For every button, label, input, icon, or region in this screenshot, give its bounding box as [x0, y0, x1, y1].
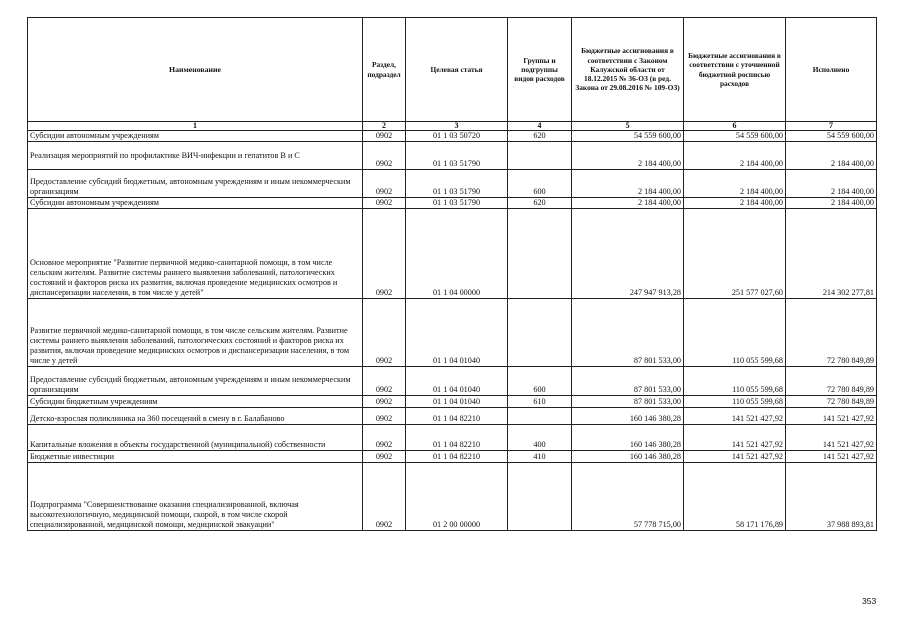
- row-section: 0902: [363, 408, 406, 425]
- row-name: Субсидии автономным учреждениям: [28, 131, 363, 142]
- header-executed: Исполнено: [786, 18, 877, 122]
- col-number: 7: [786, 122, 877, 131]
- row-name: Реализация мероприятий по профилактике ВИЧ-инфекции и гепатитов В и С: [28, 142, 363, 170]
- col-number: 5: [572, 122, 684, 131]
- row-approved: 2 184 400,00: [572, 170, 684, 198]
- table-row: [28, 299, 877, 367]
- row-target: 01 2 00 00000: [406, 463, 508, 531]
- row-executed: 72 780 849,89: [786, 299, 877, 367]
- row-refined: 2 184 400,00: [684, 198, 786, 209]
- row-group: 410: [508, 451, 572, 463]
- row-target: 01 1 04 82210: [406, 408, 508, 425]
- row-approved: 57 778 715,00: [572, 463, 684, 531]
- col-number: 3: [406, 122, 508, 131]
- row-executed: 141 521 427,92: [786, 425, 877, 451]
- row-name: Бюджетные инвестиции: [28, 451, 363, 463]
- row-executed: 2 184 400,00: [786, 198, 877, 209]
- table-row: [28, 408, 877, 425]
- row-target: 01 1 04 01040: [406, 299, 508, 367]
- table-row: [28, 142, 877, 170]
- header-refined: Бюджетные ассигнования в соответствии с уточненной бюджетной росписью расходов: [684, 18, 786, 122]
- row-target: 01 1 03 51790: [406, 170, 508, 198]
- table-row: [28, 396, 877, 408]
- row-group: 610: [508, 396, 572, 408]
- row-refined: 110 055 599,68: [684, 299, 786, 367]
- row-approved: 160 146 380,28: [572, 425, 684, 451]
- row-name: Субсидии бюджетным учреждениям: [28, 396, 363, 408]
- row-section: 0902: [363, 425, 406, 451]
- row-section: 0902: [363, 367, 406, 396]
- row-refined: 2 184 400,00: [684, 142, 786, 170]
- page-number: 353: [862, 596, 877, 606]
- row-executed: 141 521 427,92: [786, 451, 877, 463]
- row-approved: 87 801 533,00: [572, 367, 684, 396]
- row-approved: 160 146 380,28: [572, 451, 684, 463]
- table-row: [28, 198, 877, 209]
- header-name: Наименование: [28, 18, 363, 122]
- table-row: [28, 451, 877, 463]
- column-numbers-row: [28, 122, 877, 131]
- header-section: Раздел, подраздел: [363, 18, 406, 122]
- row-group: 620: [508, 198, 572, 209]
- row-executed: 2 184 400,00: [786, 142, 877, 170]
- row-executed: 37 988 893,81: [786, 463, 877, 531]
- col-number: 6: [684, 122, 786, 131]
- col-number: 4: [508, 122, 572, 131]
- row-executed: 214 302 277,81: [786, 209, 877, 299]
- row-section: 0902: [363, 131, 406, 142]
- col-number: 1: [28, 122, 363, 131]
- row-target: 01 1 04 00000: [406, 209, 508, 299]
- row-group: 400: [508, 425, 572, 451]
- row-executed: 54 559 600,00: [786, 131, 877, 142]
- row-group: [508, 408, 572, 425]
- header-target: Целевая статья: [406, 18, 508, 122]
- row-approved: 160 146 380,28: [572, 408, 684, 425]
- row-refined: 141 521 427,92: [684, 451, 786, 463]
- row-section: 0902: [363, 198, 406, 209]
- row-group: [508, 463, 572, 531]
- row-approved: 87 801 533,00: [572, 299, 684, 367]
- row-section: 0902: [363, 396, 406, 408]
- budget-table: [27, 17, 877, 531]
- table-row: [28, 131, 877, 142]
- row-executed: 72 780 849,89: [786, 396, 877, 408]
- row-refined: 141 521 427,92: [684, 408, 786, 425]
- row-refined: 141 521 427,92: [684, 425, 786, 451]
- header-groups: Группы и подгруппы видов расходов: [508, 18, 572, 122]
- row-refined: 54 559 600,00: [684, 131, 786, 142]
- row-refined: 110 055 599,68: [684, 367, 786, 396]
- row-refined: 251 577 027,60: [684, 209, 786, 299]
- row-approved: 2 184 400,00: [572, 198, 684, 209]
- row-group: [508, 209, 572, 299]
- table-row: [28, 170, 877, 198]
- table-row: [28, 367, 877, 396]
- row-group: 620: [508, 131, 572, 142]
- row-section: 0902: [363, 170, 406, 198]
- row-group: 600: [508, 367, 572, 396]
- row-executed: 2 184 400,00: [786, 170, 877, 198]
- row-name: Предоставление субсидий бюджетным, автономным учреждениям и иным некоммерческим организациям: [28, 170, 363, 198]
- row-name: Субсидии автономным учреждениям: [28, 198, 363, 209]
- row-name: Предоставление субсидий бюджетным, автономным учреждениям и иным некоммерческим организациям: [28, 367, 363, 396]
- row-target: 01 1 03 51790: [406, 198, 508, 209]
- col-number: 2: [363, 122, 406, 131]
- row-approved: 2 184 400,00: [572, 142, 684, 170]
- row-name: Детско-взрослая поликлиника на 360 посещений в смену в г. Балабаново: [28, 408, 363, 425]
- row-target: 01 1 03 51790: [406, 142, 508, 170]
- row-name: Развитие первичной медико-санитарной помощи, в том числе сельским жителям. Развитие системы раннего выявления заболеваний, патологических состояний и факторов риска их развития, включая проведение медицинских осмотров и диспансеризации населения, в том числе у детей: [28, 299, 363, 367]
- row-target: 01 1 04 82210: [406, 451, 508, 463]
- table-row: [28, 463, 877, 531]
- row-name: Основное мероприятие "Развитие первичной медико-санитарной помощи, в том числе сельским жителям. Развитие системы раннего выявления заболеваний, патологических состояний и факторов риска их развития, включая проведение медицинских осмотров и диспансеризации населения, в том числе у детей": [28, 209, 363, 299]
- row-target: 01 1 04 01040: [406, 396, 508, 408]
- row-target: 01 1 03 50720: [406, 131, 508, 142]
- table-row: [28, 209, 877, 299]
- row-section: 0902: [363, 463, 406, 531]
- row-group: [508, 142, 572, 170]
- row-section: 0902: [363, 451, 406, 463]
- row-group: 600: [508, 170, 572, 198]
- header-approved: Бюджетные ассигнования в соответствии с Законом Калужской области от 18.12.2015 № 36-ОЗ (в ред. Закона от 29.08.2016 № 109-ОЗ): [572, 18, 684, 122]
- row-approved: 87 801 533,00: [572, 396, 684, 408]
- row-target: 01 1 04 01040: [406, 367, 508, 396]
- row-refined: 110 055 599,68: [684, 396, 786, 408]
- row-name: Капитальные вложения в объекты государственной (муниципальной) собственности: [28, 425, 363, 451]
- row-refined: 2 184 400,00: [684, 170, 786, 198]
- row-section: 0902: [363, 299, 406, 367]
- row-approved: 54 559 600,00: [572, 131, 684, 142]
- row-refined: 58 171 176,89: [684, 463, 786, 531]
- row-section: 0902: [363, 142, 406, 170]
- row-executed: 141 521 427,92: [786, 408, 877, 425]
- table-row: [28, 425, 877, 451]
- row-group: [508, 299, 572, 367]
- row-section: 0902: [363, 209, 406, 299]
- row-executed: 72 780 849,89: [786, 367, 877, 396]
- row-name: Подпрограмма "Совершенствование оказания специализированной, включая высокотехнологичную, медицинской помощи, скорой, в том числе скорой специализированной, медицинской помощи, медицинской эвакуации": [28, 463, 363, 531]
- row-target: 01 1 04 82210: [406, 425, 508, 451]
- row-approved: 247 947 913,28: [572, 209, 684, 299]
